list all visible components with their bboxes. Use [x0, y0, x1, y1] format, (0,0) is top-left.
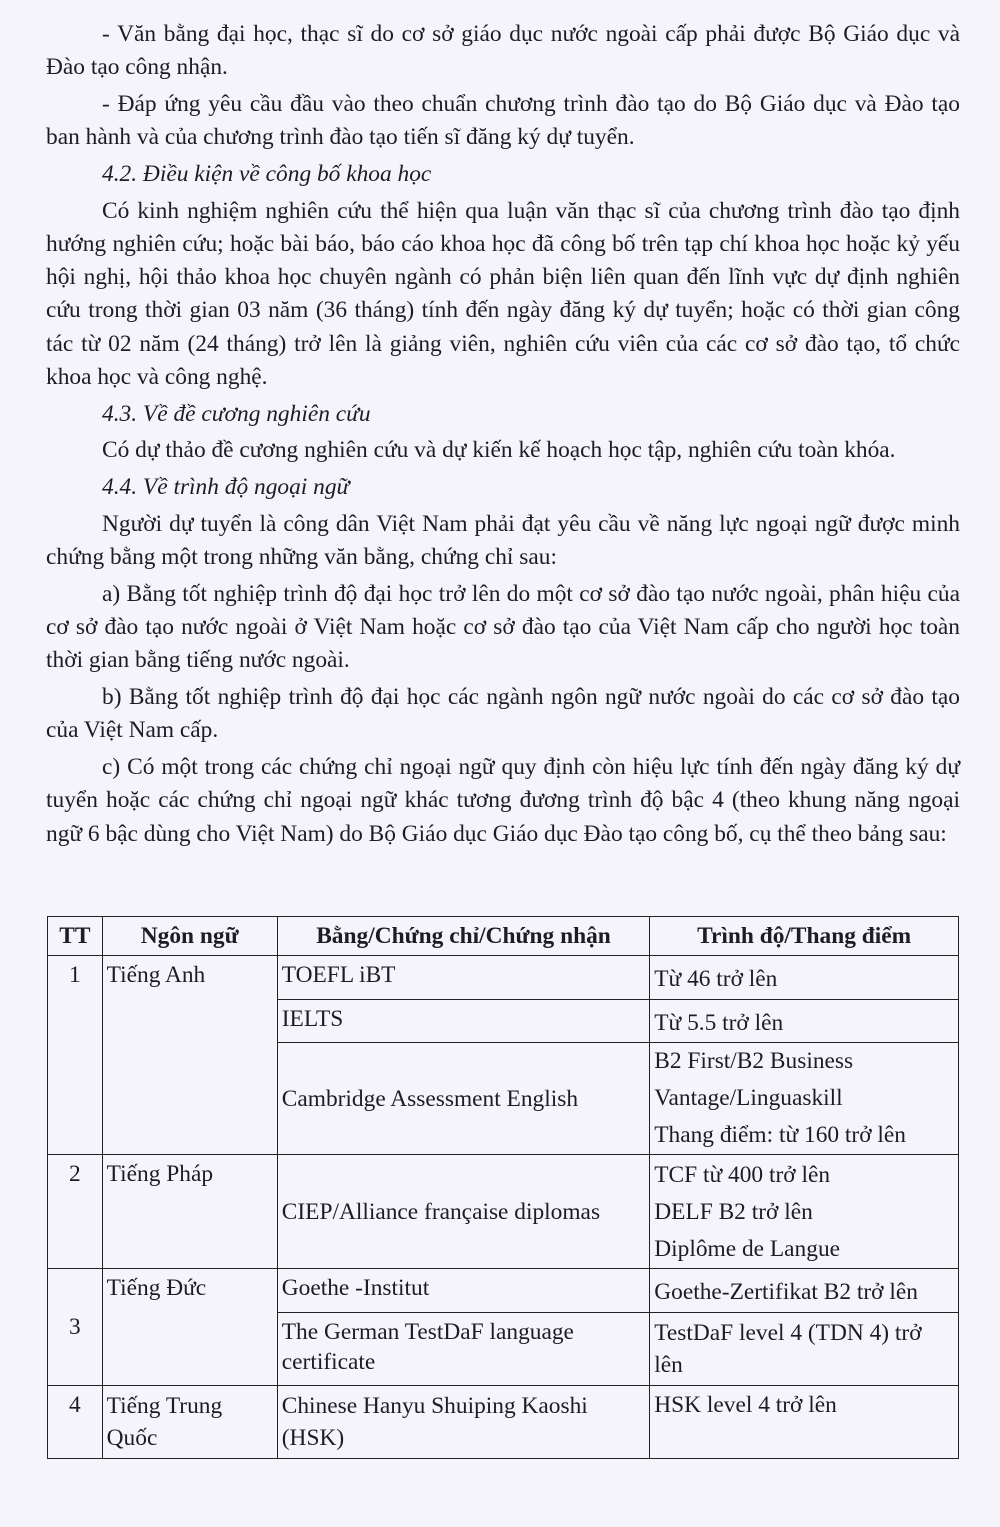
section-heading-4-3: 4.3. Về đề cương nghiên cứu — [102, 400, 371, 427]
header-level: Trình độ/Thang điểm — [650, 917, 959, 956]
header-certificate: Bằng/Chứng chỉ/Chứng nhận — [277, 917, 649, 956]
level-line: DELF B2 trở lên — [654, 1199, 813, 1225]
table-row — [48, 1269, 959, 1313]
paragraph-entry-requirements: - Đáp ứng yêu cầu đầu vào theo chuẩn chương trình đào tạo do Bộ Giáo dục và Đào tạo ban hành và của chương trình đào tạo tiến sĩ đăng ký dự tuyển. — [46, 91, 960, 151]
cell-certificate: Chinese Hanyu Shuiping Kaoshi (HSK) — [277, 1386, 649, 1459]
cell-certificate: TOEFL iBT — [277, 956, 649, 1000]
cell-tt: 3 — [48, 1269, 103, 1386]
paragraph-option-b: b) Bằng tốt nghiệp trình độ đại học các ngành ngôn ngữ nước ngoài do các cơ sở đào tạo của Việt Nam cấp. — [46, 684, 960, 744]
cell-language: Tiếng Anh — [102, 956, 277, 1155]
level-line: TestDaF level 4 (TDN 4) trở lên — [654, 1320, 922, 1378]
level-line: B2 First/B2 Business — [654, 1048, 854, 1074]
paragraph-language-requirement: Người dự tuyển là công dân Việt Nam phải đạt yêu cầu về năng lực ngoại ngữ được minh chứng bằng một trong những văn bằng, chứng chỉ sau: — [46, 511, 960, 571]
cell-tt: 4 — [48, 1386, 103, 1459]
cell-certificate: Goethe -Institut — [277, 1269, 649, 1313]
table-row — [48, 1155, 959, 1269]
cell-level — [650, 1313, 959, 1386]
header-tt: TT — [48, 917, 103, 956]
paragraph-research-experience: Có kinh nghiệm nghiên cứu thể hiện qua luận văn thạc sĩ của chương trình đào tạo định hướng nghiên cứu; hoặc bài báo, báo cáo khoa học đã công bố trên tạp chí khoa học hoặc kỷ yếu hội nghị, hội thảo khoa học chuyên ngành có phản biện liên quan đến lĩnh vực dự định nghiên cứu trong thời gian 03 năm (36 tháng) tính đến ngày đăng ký dự tuyển; hoặc có thời gian công tác từ 02 năm (24 tháng) trở lên là giảng viên, nghiên cứu viên của các cơ sở đào tạo, tổ chức khoa học và công nghệ. — [46, 197, 960, 390]
level-line: Thang điểm: từ 160 trở lên — [654, 1122, 907, 1148]
paragraph-degree-recognition: - Văn bằng đại học, thạc sĩ do cơ sở giáo dục nước ngoài cấp phải được Bộ Giáo dục và Đào tạo công nhận. — [46, 21, 960, 81]
cell-certificate: The German TestDaF language certificate — [277, 1313, 649, 1386]
cell-language: Tiếng Trung Quốc — [102, 1386, 277, 1459]
cell-tt: 2 — [48, 1155, 103, 1269]
cell-level: Goethe-Zertifikat B2 trở lên — [650, 1269, 959, 1313]
cell-certificate: CIEP/Alliance française diplomas — [277, 1155, 649, 1269]
cell-language: Tiếng Pháp — [102, 1155, 277, 1269]
cell-level: Từ 5.5 trở lên — [650, 1000, 959, 1043]
paragraph-option-c: c) Có một trong các chứng chỉ ngoại ngữ quy định còn hiệu lực tính đến ngày đăng ký dự tuyển hoặc các chứng chỉ ngoại ngữ khác tương đương trình độ bậc 4 (theo khung năng ngoại ngữ 6 bậc dùng cho Việt Nam) do Bộ Giáo dục Giáo dục Đào tạo công bố, cụ thể theo bảng sau: — [46, 754, 960, 847]
cell-certificate: IELTS — [277, 1000, 649, 1043]
level-line: Diplôme de Langue — [654, 1236, 841, 1262]
paragraph-research-proposal: Có dự thảo đề cương nghiên cứu và dự kiến kế hoạch học tập, nghiên cứu toàn khóa. — [102, 437, 896, 464]
cell-level — [650, 1043, 959, 1155]
language-certificate-table — [47, 916, 959, 1459]
table-row — [48, 956, 959, 1000]
section-heading-4-4: 4.4. Về trình độ ngoại ngữ — [102, 474, 350, 501]
paragraph-option-a: a) Bằng tốt nghiệp trình độ đại học trở lên do một cơ sở đào tạo nước ngoài, phân hiệu của cơ sở đào tạo nước ngoài ở Việt Nam hoặc cơ sở đào tạo của Việt Nam cấp cho người học toàn thời gian bằng tiếng nước ngoài. — [46, 581, 960, 674]
cell-level: HSK level 4 trở lên — [650, 1386, 959, 1459]
section-heading-4-2: 4.2. Điều kiện về công bố khoa học — [102, 161, 432, 187]
level-line: TCF từ 400 trở lên — [654, 1162, 831, 1188]
cell-level: Từ 46 trở lên — [650, 956, 959, 1000]
level-line: Vantage/Linguaskill — [654, 1085, 843, 1111]
table-header-row — [48, 917, 959, 956]
header-language: Ngôn ngữ — [102, 917, 277, 956]
cell-certificate: Cambridge Assessment English — [277, 1043, 649, 1155]
table-row — [48, 1386, 959, 1459]
cell-language: Tiếng Đức — [102, 1269, 277, 1386]
cell-tt: 1 — [48, 956, 103, 1155]
cell-level — [650, 1155, 959, 1269]
